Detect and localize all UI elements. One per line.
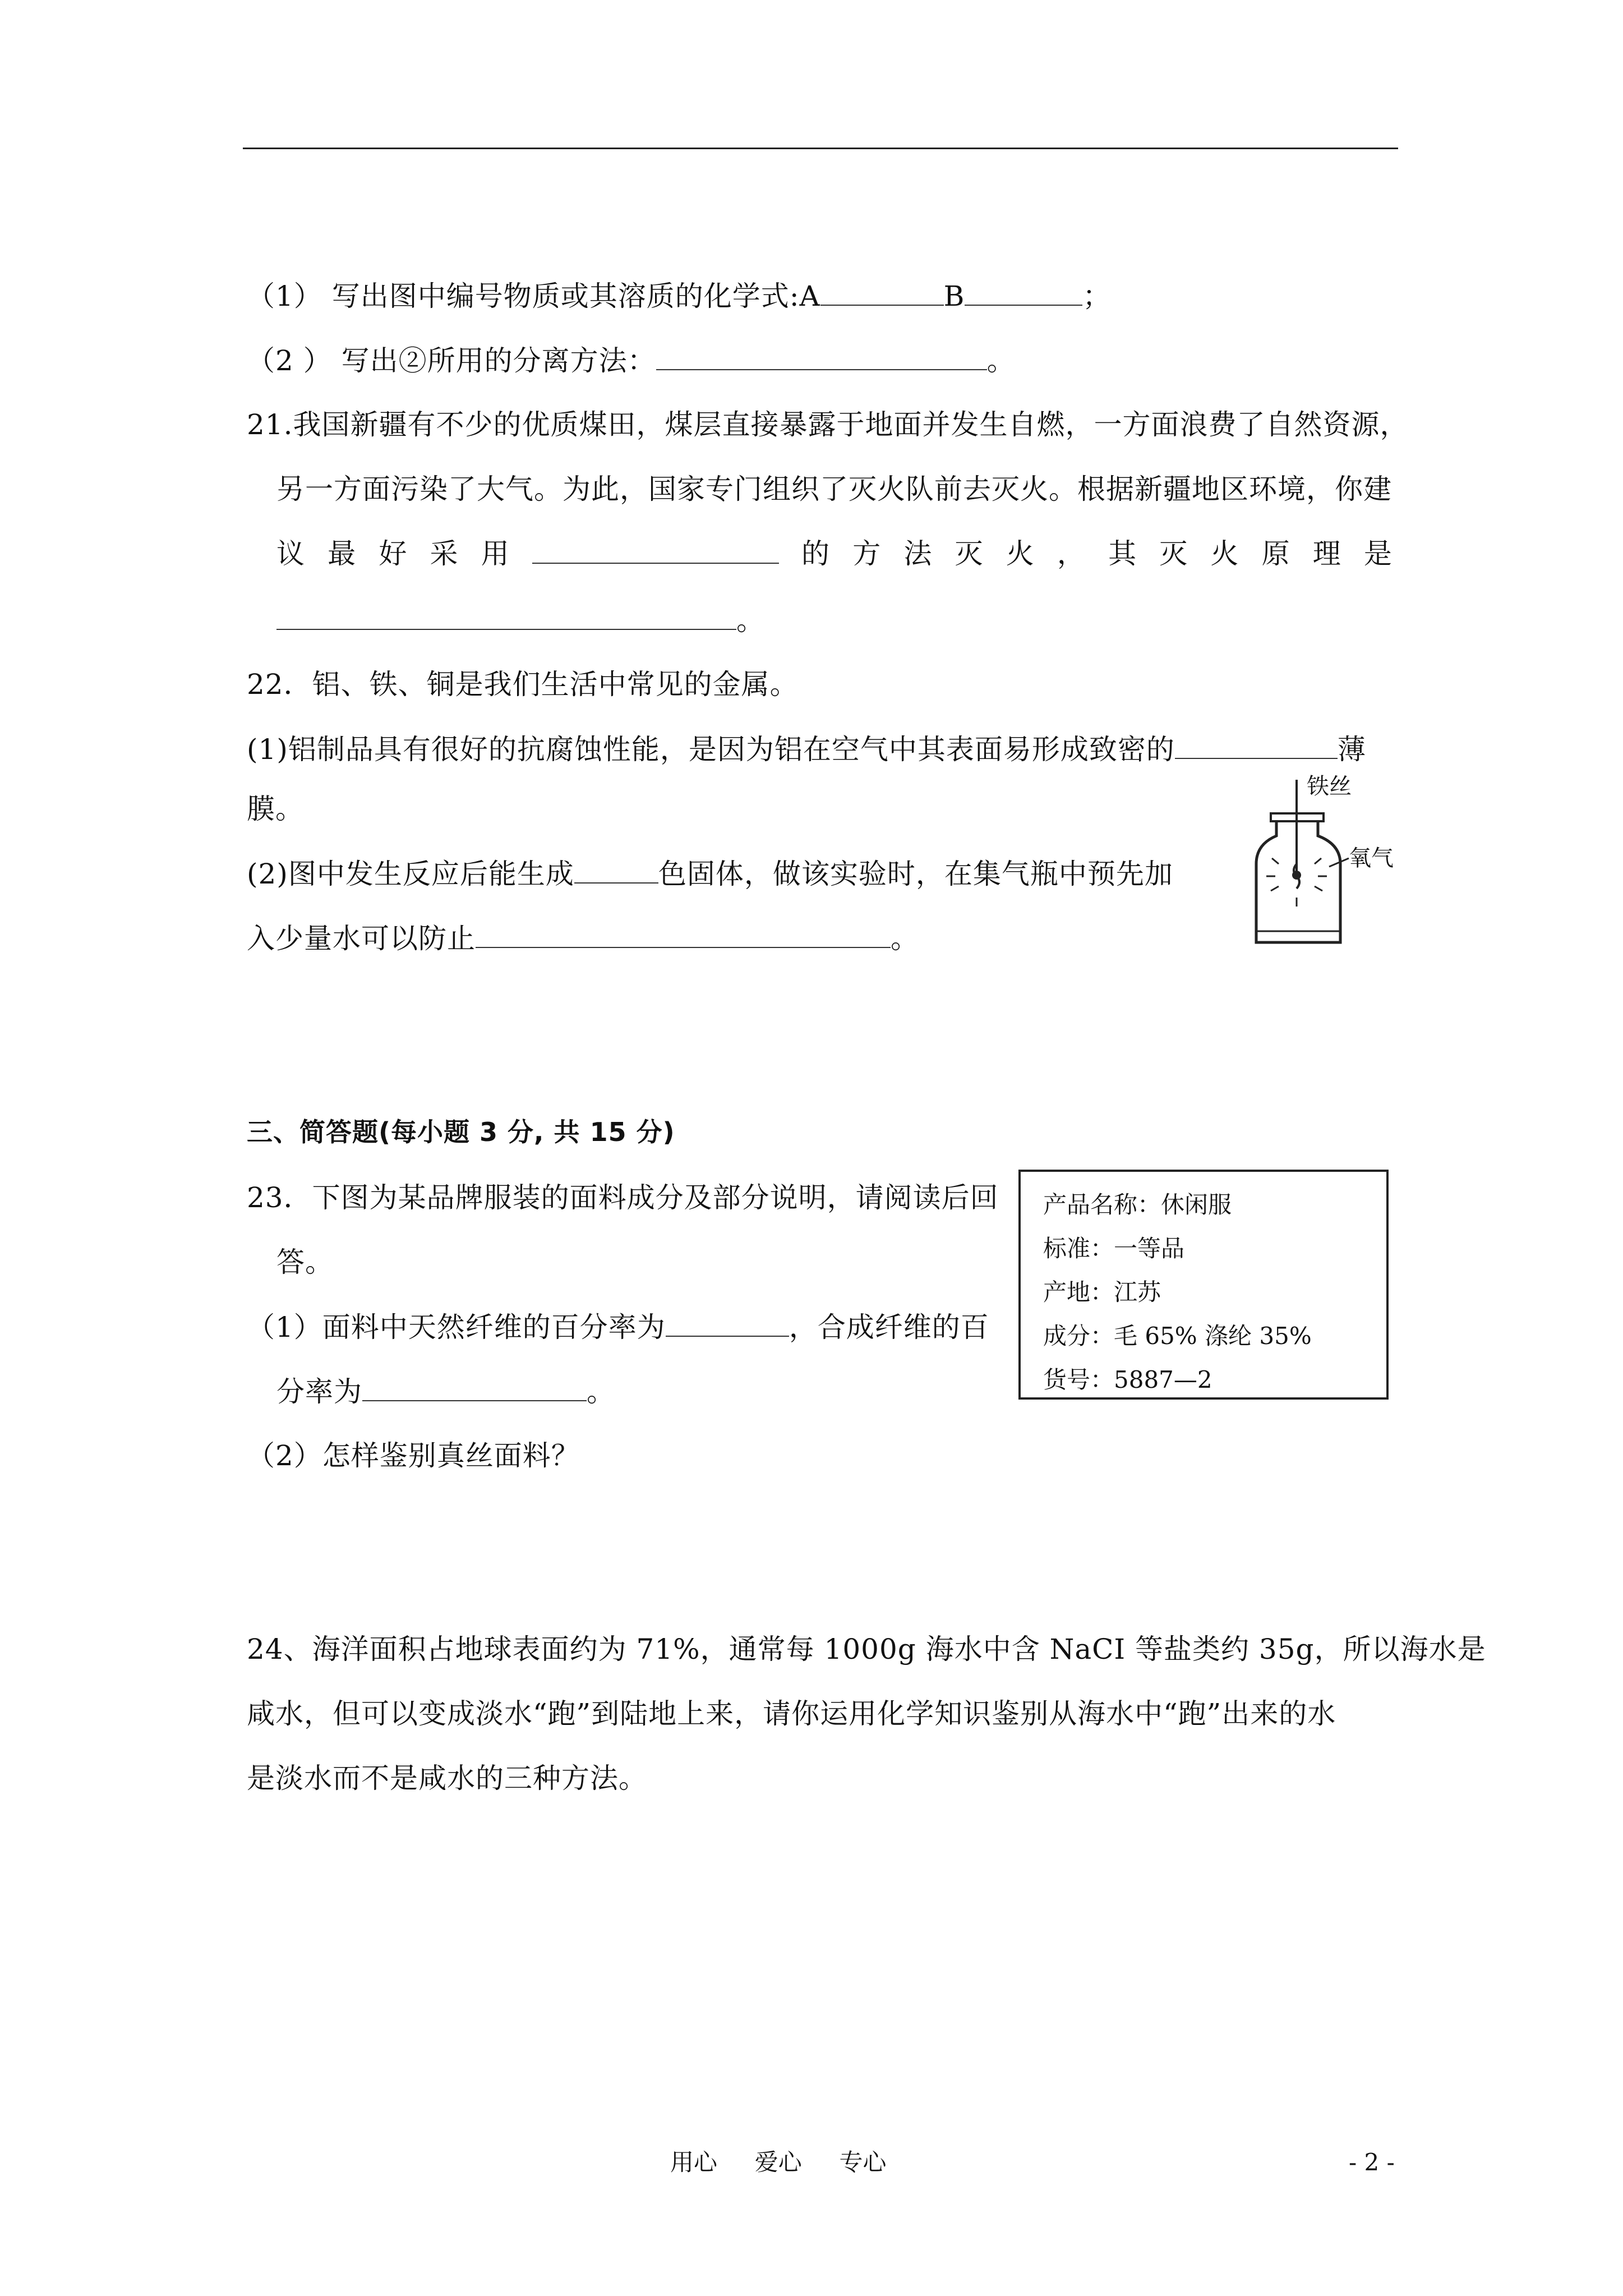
q23-part1: （1）面料中天然纤维的百分率为 ，合成纤维的百 [247,1311,989,1343]
answer-blank-natural[interactable] [666,1310,789,1337]
q20-part1: （1） 写出图中编号物质或其溶质的化学式:A B ； [247,280,1112,312]
section-3-title: 三、简答题(每小题 3 分, 共 15 分) [247,1117,675,1147]
q21-line4: 。 [276,603,765,637]
q20-part2: （2 ） 写出②所用的分离方法： 。 [247,344,1016,377]
product-origin: 产地：江苏 [1043,1278,1161,1306]
answer-blank-a[interactable] [820,279,944,306]
answer-blank-b[interactable] [965,279,1082,306]
q21-line2: 另一方面污染了大气。为此，国家专门组织了灭火队前去灭火。根据新疆地区环境，你建 [276,473,1392,505]
q24-line1: 24、海洋面积占地球表面约为 71%，通常每 1000g 海水中含 NaCI 等盐类约 35g，所以海水是 [247,1633,1486,1665]
q22-part2-cont: 入少量水可以防止 。 [247,922,919,955]
q23-line2: 答。 [276,1246,334,1278]
product-name: 产品名称：休闲服 [1043,1191,1232,1218]
answer-blank-synthetic[interactable] [362,1374,587,1401]
answer-blank-prevent[interactable] [476,921,891,948]
answer-blank-method[interactable] [532,537,779,564]
answer-blank-principle[interactable] [276,603,736,630]
answer-blank-separation[interactable] [656,343,987,370]
iron-wire-oxygen-apparatus-figure [1223,774,1408,954]
q21-line1: 21.我国新疆有不少的优质煤田，煤层直接暴露于地面并发生自燃，一方面浪费了自然资源， [247,408,1409,441]
q23-line1: 23．下图为某品牌服装的面料成分及部分说明，请阅读后回 [247,1181,999,1214]
page-number: - 2 - [1349,2148,1395,2176]
footer-motto: 用心 爱心 专心 [670,2148,887,2176]
q23-part2: （2）怎样鉴别真丝面料？ [247,1439,580,1472]
q21-line3: 议 最 好 采 用 的 方 法 灭 火 ， 其 灭 火 原 理 是 [276,537,1393,570]
label-iron-wire: 铁丝 [1307,774,1352,799]
q24-line3: 是淡水而不是咸水的三种方法。 [247,1762,647,1795]
header-rule [243,148,1398,149]
q23-part1-cont: 分率为 。 [276,1375,615,1408]
product-item-number: 货号：5887—2 [1043,1366,1212,1393]
q22-part1: (1)铝制品具有很好的抗腐蚀性能，是因为铝在空气中其表面易形成致密的 薄 [247,733,1366,766]
product-standard: 标准：一等品 [1043,1235,1185,1262]
answer-blank-film[interactable] [1175,732,1338,759]
q22-title: 22．铝、铁、铜是我们生活中常见的金属。 [247,668,799,701]
answer-blank-color[interactable] [574,857,658,884]
q22-part2: (2)图中发生反应后能生成 色固体，做该实验时，在集气瓶中预先加 [247,858,1173,890]
q24-line2: 咸水，但可以变成淡水“跑”到陆地上来，请你运用化学知识鉴别从海水中“跑”出来的水 [247,1697,1336,1730]
product-composition: 成分：毛 65% 涤纶 35% [1043,1322,1312,1350]
q22-part1-cont: 膜。 [247,793,304,825]
label-oxygen: 氧气 [1349,845,1394,871]
product-label-box [1018,1170,1389,1400]
